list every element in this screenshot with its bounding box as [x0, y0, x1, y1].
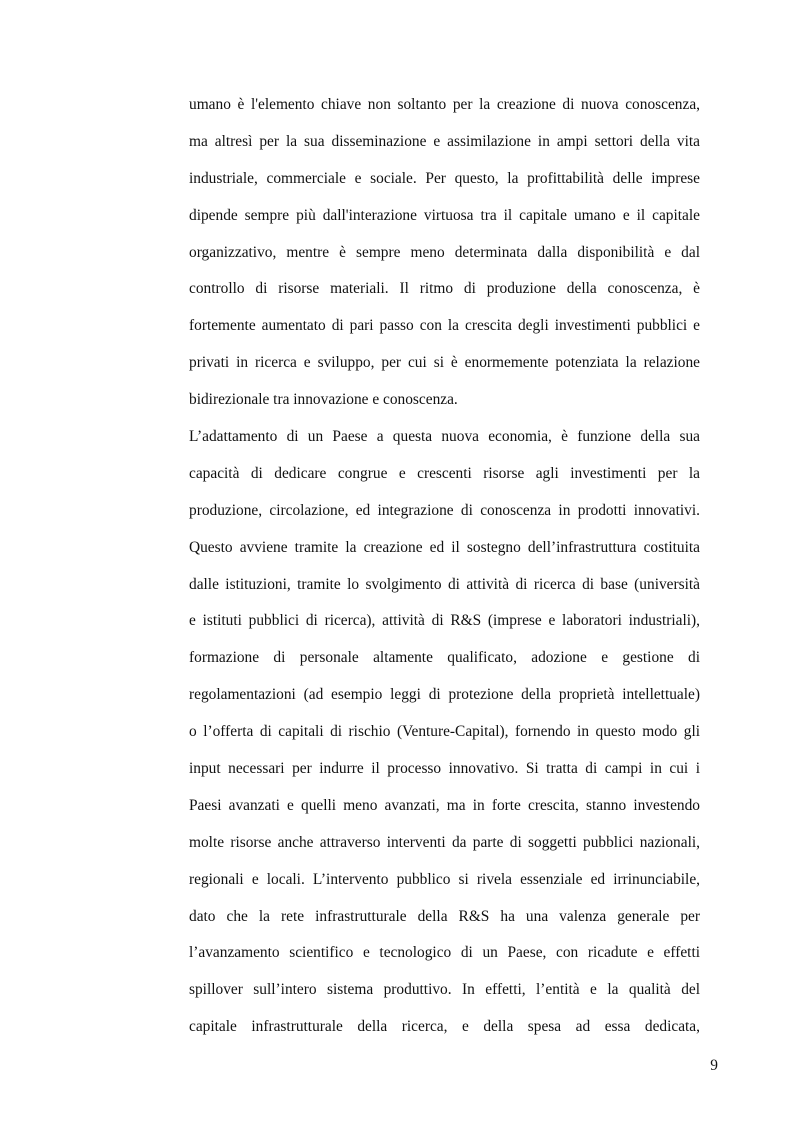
text-line: e istituti pubblici di ricerca), attività di R&S (imprese e laboratori industriali), [189, 612, 700, 630]
text-line: capacità di dedicare congrue e crescenti risorse agli investimenti per la [189, 464, 700, 482]
text-line: controllo di risorse materiali. Il ritmo di produzione della conoscenza, è [189, 280, 700, 298]
text-line: regionali e locali. L’intervento pubblico si rivela essenziale ed irrinunciabile, [189, 870, 700, 888]
text-line: molte risorse anche attraverso interventi da parte di soggetti pubblici nazionali, [189, 833, 700, 851]
text-line: o l’offerta di capitali di rischio (Venture-Capital), fornendo in questo modo gli [189, 723, 700, 741]
text-line: l’avanzamento scientifico e tecnologico di un Paese, con ricadute e effetti [189, 944, 700, 962]
body-text [189, 93, 700, 1052]
text-line: industriale, commerciale e sociale. Per questo, la profittabilità delle imprese [189, 169, 700, 187]
text-line: dato che la rete infrastrutturale della R&S ha una valenza generale per [189, 907, 700, 925]
text-line: umano è l'elemento chiave non soltanto per la creazione di nuova conoscenza, [189, 96, 700, 113]
text-line: Paesi avanzati e quelli meno avanzati, ma in forte crescita, stanno investendo [189, 796, 700, 814]
text-line: privati in ricerca e sviluppo, per cui si è enormemente potenziata la relazione [189, 354, 700, 372]
text-line: bidirezionale tra innovazione e conoscenza. [189, 391, 458, 409]
text-line: regolamentazioni (ad esempio leggi di protezione della proprietà intellettuale) [189, 686, 700, 704]
text-line: produzione, circolazione, ed integrazione di conoscenza in prodotti innovativi. [189, 501, 700, 519]
text-line: capitale infrastrutturale della ricerca, e della spesa ad essa dedicata, [189, 1018, 700, 1036]
text-line: formazione di personale altamente qualificato, adozione e gestione di [189, 649, 700, 667]
text-line: input necessari per indurre il processo innovativo. Si tratta di campi in cui i [189, 760, 700, 778]
text-line: dalle istituzioni, tramite lo svolgimento di attività di ricerca di base (università [189, 575, 700, 593]
text-line: ma altresì per la sua disseminazione e assimilazione in ampi settori della vita [189, 132, 700, 150]
text-line: spillover sull’intero sistema produttivo. In effetti, l’entità e la qualità del [189, 981, 700, 999]
text-line: fortemente aumentato di pari passo con la crescita degli investimenti pubblici e [189, 317, 700, 335]
text-line: organizzativo, mentre è sempre meno determinata dalla disponibilità e dal [189, 243, 700, 261]
text-line: L’adattamento di un Paese a questa nuova economia, è funzione della sua [189, 428, 700, 446]
page-number: 9 [710, 1057, 718, 1074]
text-line: Questo avviene tramite la creazione ed il sostegno dell’infrastruttura costituita [189, 538, 700, 556]
text-line: dipende sempre più dall'interazione virtuosa tra il capitale umano e il capitale [189, 206, 700, 224]
